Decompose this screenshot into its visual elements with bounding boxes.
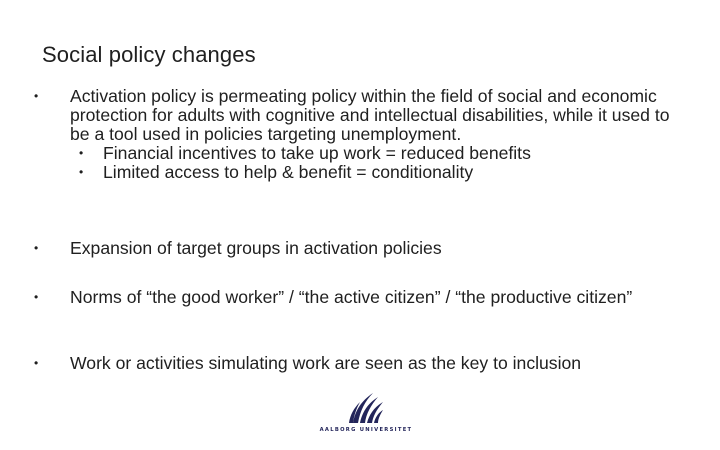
aalborg-university-wave-logo-icon <box>347 389 385 425</box>
logo-text: AALBORG UNIVERSITET <box>319 427 413 433</box>
bullet-marker: • <box>34 241 39 255</box>
slide-title: Social policy changes <box>42 42 256 67</box>
bullet-text: Work or activities simulating work are seen as the key to inclusion <box>70 353 582 373</box>
sub-bullet-marker: • <box>79 146 84 160</box>
bullet-text: Expansion of target groups in activation policies <box>70 238 442 258</box>
bullet-item <box>34 288 674 307</box>
bullet-marker: • <box>34 89 39 103</box>
bullet-marker: • <box>34 290 39 304</box>
bullet-item <box>34 87 674 182</box>
sub-bullet-item <box>79 163 674 182</box>
bullet-item <box>34 239 674 258</box>
university-logo <box>318 389 414 441</box>
sub-bullet-text: Limited access to help & benefit = conditionality <box>103 162 474 182</box>
bullet-marker: • <box>34 356 39 370</box>
sub-bullet-text: Financial incentives to take up work = reduced benefits <box>103 143 531 163</box>
sub-bullet-marker: • <box>79 165 84 179</box>
bullet-item <box>34 354 674 373</box>
bullet-text: Activation policy is permeating policy within the field of social and economic protection for adults with cognitive and intellectual disabilities, while it used to be a tool used in policies targeting unemployment. <box>70 86 670 144</box>
sub-bullet-item <box>79 144 674 163</box>
bullet-text: Norms of “the good worker” / “the active citizen” / “the productive citizen” <box>70 287 633 307</box>
